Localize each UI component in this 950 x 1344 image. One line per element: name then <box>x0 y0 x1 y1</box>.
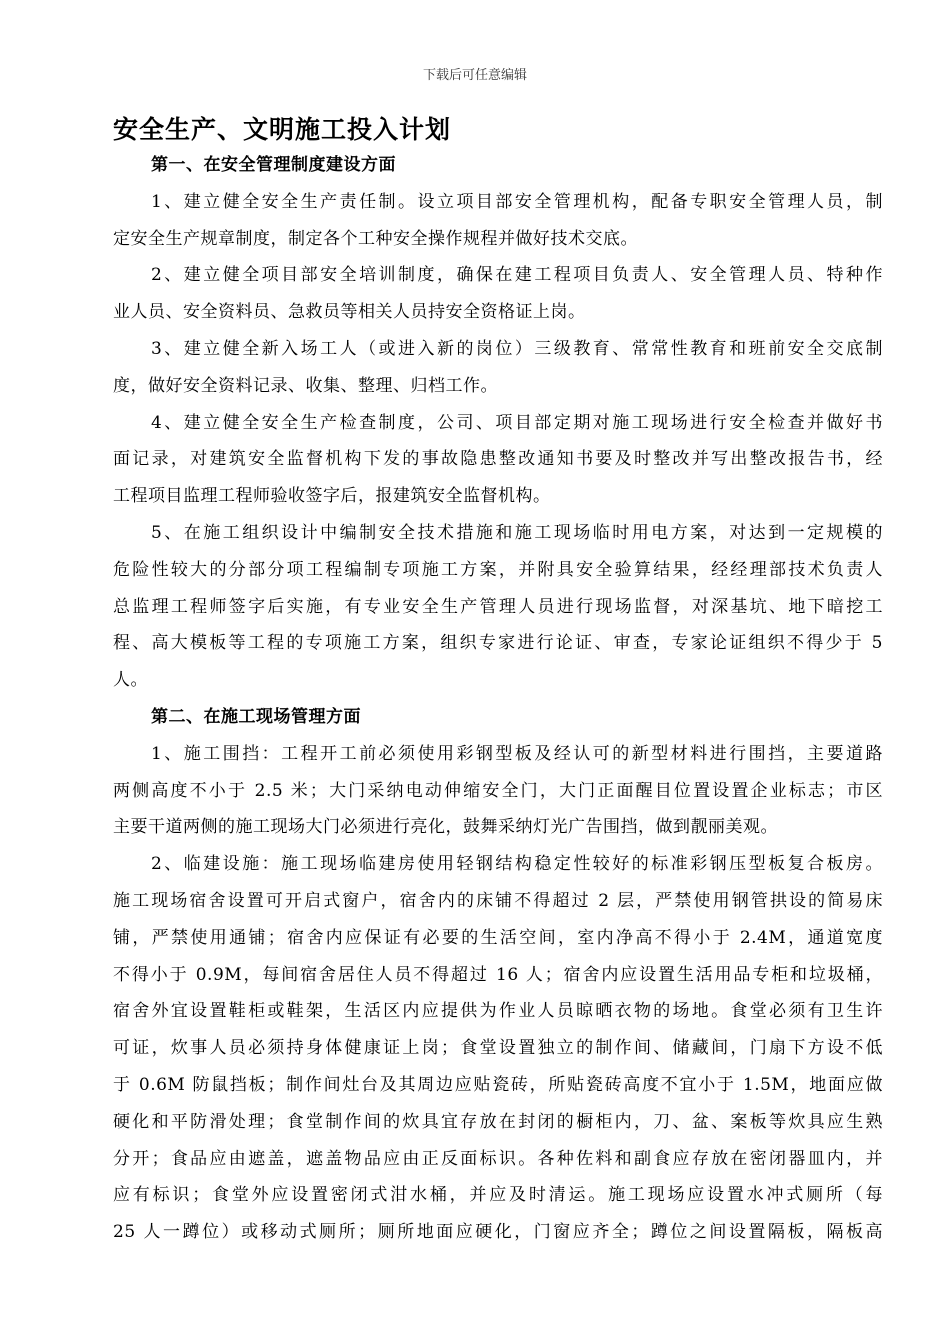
paragraph-line: 2、建立健全项目部安全培训制度，确保在建工程项目负责人、安全管理人员、特种作 <box>151 265 883 286</box>
paragraph-line: 主要干道两侧的施工现场大门必须进行亮化，鼓舞采纳灯光广告围挡，做到靓丽美观。 <box>113 817 778 838</box>
paragraph-line: 宿舍外宜设置鞋柜或鞋架，生活区内应提供为作业人员晾晒衣物的场地。食堂必须有卫生许 <box>113 1001 883 1022</box>
paragraph-line: 1、建立健全安全生产责任制。设立项目部安全管理机构，配备专职安全管理人员，制 <box>151 191 883 212</box>
paragraph-line: 危险性较大的分部分项工程编制专项施工方案，并附具安全验算结果，经经理部技术负责人 <box>113 559 883 580</box>
paragraph-line: 硬化和平防滑处理；食堂制作间的炊具宜存放在封闭的橱柜内，刀、盆、案板等炊具应生熟 <box>113 1111 883 1132</box>
paragraph-line: 程、高大模板等工程的专项施工方案，组织专家进行论证、审查，专家论证组织不得少于 5 <box>113 633 883 654</box>
paragraph-line: 度，做好安全资料记录、收集、整理、归档工作。 <box>113 375 498 396</box>
paragraph-line: 2、临建设施：施工现场临建房使用轻钢结构稳定性较好的标准彩钢压型板复合板房。 <box>151 854 883 875</box>
page-header: 下载后可任意编辑 <box>422 68 527 83</box>
paragraph-line: 总监理工程师签字后实施，有专业安全生产管理人员进行现场监督，对深基坑、地下暗挖工 <box>113 596 883 617</box>
paragraph-line: 应有标识；食堂外应设置密闭式泔水桶，并应及时清运。施工现场应设置水冲式厕所（每 <box>113 1185 883 1206</box>
paragraph-line: 25 人一蹲位）或移动式厕所；厕所地面应硬化，门窗应齐全；蹲位之间设置隔板，隔板高 <box>113 1222 883 1243</box>
paragraph-line: 3、建立健全新入场工人（或进入新的岗位）三级教育、常常性教育和班前安全交底制 <box>151 338 883 359</box>
paragraph-line: 定安全生产规章制度，制定各个工种安全操作规程并做好技术交底。 <box>113 228 638 249</box>
paragraph-line: 5、在施工组织设计中编制安全技术措施和施工现场临时用电方案，对达到一定规模的 <box>151 522 883 543</box>
section-heading: 第一、在安全管理制度建设方面 <box>151 155 396 175</box>
paragraph-line: 工程项目监理工程师验收签字后，报建筑安全监督机构。 <box>113 486 551 507</box>
paragraph-line: 两侧高度不小于 2.5 米；大门采纳电动伸缩安全门，大门正面醒目位置设置企业标志；市区 <box>113 780 883 801</box>
paragraph-line: 分开；食品应由遮盖，遮盖物品应由正反面标识。各种佐料和副食应存放在密闭器皿内，并 <box>113 1148 883 1169</box>
paragraph-line: 于 0.6M 防鼠挡板；制作间灶台及其周边应贴瓷砖，所贴瓷砖高度不宜小于 1.5M，地面应做 <box>113 1074 883 1095</box>
paragraph-line: 面记录，对建筑安全监督机构下发的事故隐患整改通知书要及时整改并写出整改报告书，经 <box>113 449 883 470</box>
paragraph-line: 施工现场宿舍设置可开启式窗户，宿舍内的床铺不得超过 2 层，严禁使用钢管拱设的简易床 <box>113 890 883 911</box>
paragraph-line: 可证，炊事人员必须持身体健康证上岗；食堂设置独立的制作间、储藏间，门扇下方设不低 <box>113 1038 883 1059</box>
paragraph-line: 人。 <box>113 670 148 691</box>
section-heading: 第二、在施工现场管理方面 <box>151 706 361 727</box>
paragraph-line: 4、建立健全安全生产检查制度，公司、项目部定期对施工现场进行安全检查并做好书 <box>151 412 883 433</box>
paragraph-line: 不得小于 0.9M，每间宿舍居住人员不得超过 16 人；宿舍内应设置生活用品专柜和垃圾桶， <box>113 964 883 985</box>
document-title: 安全生产、文明施工投入计划 <box>113 115 452 144</box>
document-body <box>113 147 883 1251</box>
paragraph-line: 铺，严禁使用通铺；宿舍内应保证有必要的生活空间，室内净高不得小于 2.4M，通道宽度 <box>113 927 883 948</box>
paragraph-line: 业人员、安全资料员、急救员等相关人员持安全资格证上岗。 <box>113 302 586 323</box>
paragraph-line: 1、施工围挡：工程开工前必须使用彩钢型板及经认可的新型材料进行围挡，主要道路 <box>151 743 883 764</box>
